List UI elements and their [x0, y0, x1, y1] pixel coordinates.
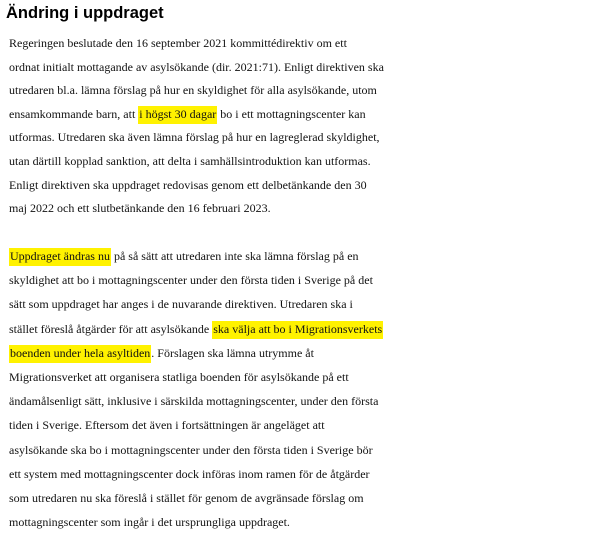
- highlighted-text: Uppdraget ändras nu: [10, 249, 110, 263]
- text-line: utformas. Utredaren ska även lämna förslag på hur en lagreglerad skyldighet,: [9, 130, 380, 145]
- text-line: sätt som uppdraget har anges i de nuvarande direktiven. Utredaren ska i: [9, 297, 353, 312]
- text-line: ett system med mottagningscenter dock införas inom ramen för de åtgärder: [9, 466, 370, 481]
- text-line: mottagningscenter som ingår i det ursprungliga uppdraget.: [9, 515, 290, 530]
- text-line: utan därtill kopplad sanktion, att delta i samhällsintroduktion kan utformas.: [9, 153, 371, 168]
- text-line: Migrationsverket att organisera statliga boenden för asylsökande på ett: [9, 369, 349, 384]
- text-line: skyldighet att bo i mottagningscenter under den första tiden i Sverige på det: [9, 273, 373, 288]
- highlighted-text: boenden under hela asyltiden: [10, 345, 151, 360]
- text-line: som utredaren nu ska föreslå i stället för genom de avgränsade förslag om: [9, 490, 364, 505]
- paragraph-1: [9, 32, 599, 221]
- text-line: utredaren bl.a. lämna förslag på hur en skyldighet för alla asylsökande, utom: [9, 83, 377, 98]
- text-line: maj 2022 och ett slutbetänkande den 16 februari 2023.: [9, 201, 271, 216]
- text-line: ensamkommande barn, att i högst 30 dagar bo i ett mottagningscenter kan: [9, 106, 366, 121]
- text-line: Uppdraget ändras nu på så sätt att utredaren inte ska lämna förslag på en: [10, 249, 359, 263]
- highlighted-text: i högst 30 dagar: [139, 106, 217, 121]
- section-heading: Ändring i uppdraget: [6, 4, 164, 22]
- text-line: tiden i Sverige. Eftersom det även i fortsättningen är angeläget att: [9, 418, 325, 433]
- paragraph-2: [9, 244, 599, 534]
- text-line: stället föreslå åtgärder för att asylsökande ska välja att bo i Migrationsverkets: [9, 321, 383, 336]
- text-line: Regeringen beslutade den 16 september 2021 kommittédirektiv om ett: [9, 36, 347, 50]
- text-line: asylsökande ska bo i mottagningscenter under den första tiden i Sverige bör: [9, 442, 373, 457]
- text-line: Enligt direktiven ska uppdraget redovisas genom ett delbetänkande den 30: [9, 177, 367, 192]
- highlighted-text: ska välja att bo i Migrationsverkets: [213, 321, 383, 336]
- text-line: ändamålsenligt sätt, inklusive i särskilda mottagningscenter, under den första: [9, 394, 379, 409]
- text-line: ordnat initialt mottagande av asylsökande (dir. 2021:71). Enligt direktiven ska: [9, 59, 384, 74]
- text-line: boenden under hela asyltiden. Förslagen ska lämna utrymme åt: [10, 345, 314, 360]
